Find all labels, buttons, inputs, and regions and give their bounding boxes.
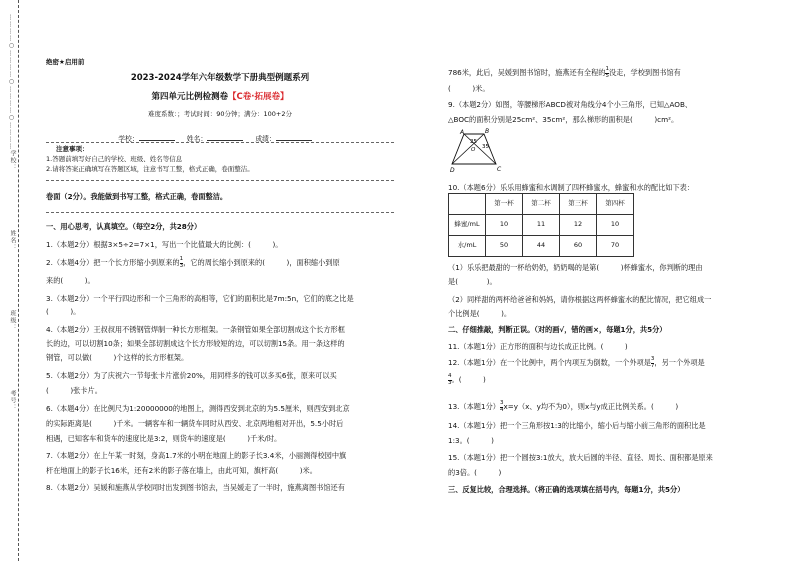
q3-line1: 3.（本题2分）一个平行四边形和一个三角形的高相等，它们的面积比是7m:5n，它们的底之比是 bbox=[46, 294, 354, 303]
q8-frac-num: 1 bbox=[605, 66, 609, 72]
q6-line1: 6.（本题4分）在比例尺为1:20000000的地图上，测得西安到北京的为5.5厘米，则西安到北京 bbox=[46, 404, 350, 413]
binding-label-class: 班级： bbox=[9, 310, 16, 331]
section3-heading: 三、反复比较，合理选择。（将正确的选项填在括号内，每题1分，共5分） bbox=[448, 485, 685, 494]
table-header-cell: 第一杯 bbox=[486, 194, 523, 215]
q12-line2 bbox=[448, 374, 794, 386]
q13-frac-num: 3 bbox=[499, 400, 504, 406]
q2-line2: 来的( )。 bbox=[46, 276, 95, 285]
q2-line1 bbox=[46, 257, 394, 269]
q3-line2: ( )。 bbox=[46, 307, 81, 316]
table-row bbox=[449, 236, 634, 257]
binding-margin bbox=[0, 0, 40, 561]
q4-line1: 4.（本题2分）王叔叔用不锈钢管焊制一种长方形框架。一条钢管如果全部切割成这个长方形框 bbox=[46, 325, 345, 334]
field-score-label: 成绩： bbox=[255, 135, 276, 143]
q9-line2: △BOC的面积分别是25cm²、35cm²，那么梯形的面积是( )cm²。 bbox=[448, 115, 679, 124]
table-header-cell: 第四杯 bbox=[597, 194, 634, 215]
q8-frac-den: 5 bbox=[605, 72, 609, 79]
q12-text-c: 。( ) bbox=[451, 375, 486, 384]
q15-line1: 15.（本题1分）把一个圆按3:1放大，放大后圆的半径、直径、周长、面积都是原来 bbox=[448, 453, 713, 462]
q8-line3: ( )米。 bbox=[448, 84, 490, 93]
binding-dashed-line bbox=[18, 0, 19, 561]
q14-line1: 14.（本题1分）把一个三角形按1:3的比缩小，缩小后与缩小前三角形的面积比是 bbox=[448, 421, 706, 430]
table-header-cell: 第二杯 bbox=[523, 194, 560, 215]
q14-line2: 1:3。( ) bbox=[448, 436, 494, 445]
binding-label-number: 考号： bbox=[9, 390, 16, 411]
q13 bbox=[448, 401, 794, 413]
q15-line2: 的3倍。( ) bbox=[448, 468, 502, 477]
binding-label-school: 学校： bbox=[9, 150, 16, 171]
title-main: 第四单元比例检测卷 bbox=[151, 92, 229, 102]
q7-line1: 7.（本题2分）在上午某一时刻，身高1.7米的小明在地面上的影子长3.4米，小丽测得校园中旗 bbox=[46, 451, 347, 460]
q2-frac-num: 1 bbox=[179, 256, 184, 262]
table-cell: 50 bbox=[486, 236, 523, 257]
q4-line2: 长的边，可以切割10条；如果全部切割成这个长方形较短的边，可以切割15条。用一条这样的 bbox=[46, 339, 345, 348]
label-c: C bbox=[497, 166, 502, 173]
notice-block bbox=[46, 144, 254, 174]
area-aob: 25 bbox=[470, 139, 477, 145]
label-d: D bbox=[450, 167, 455, 174]
paper-face-line: 卷面（2分）。我能做到书写工整，格式正确，卷面整洁。 bbox=[46, 192, 228, 201]
diagonal-ac bbox=[464, 134, 496, 164]
q11: 11.（本题1分）正方形的面积与边长成正比例。( ) bbox=[448, 342, 628, 351]
label-a: A bbox=[460, 129, 465, 136]
q8-text-b: 没走，学校到图书馆有 bbox=[608, 68, 681, 77]
diagonal-bd bbox=[452, 134, 484, 164]
title-line-1: 2023-2024学年六年级数学下册典型例题系列 bbox=[130, 73, 310, 83]
title-line-2 bbox=[46, 91, 394, 103]
q12-frac2-den: 3 bbox=[448, 379, 452, 386]
divider-notice bbox=[46, 180, 394, 181]
table-cell: 12 bbox=[560, 215, 597, 236]
table-cell: 10 bbox=[597, 215, 634, 236]
table-header-cell bbox=[449, 194, 486, 215]
q5-line2: ( )张卡片。 bbox=[46, 386, 102, 395]
q6-line3: 相遇，已知客车和货车的速度比是3:2，则货车的速度是( )千米/时。 bbox=[46, 434, 282, 443]
q8-line1: 8.（本题2分）吴媛和施燕从学校同时出发到图书馆去，当吴媛走了一半时，施燕离图书馆还有 bbox=[46, 483, 345, 492]
table-header-cell: 第三杯 bbox=[560, 194, 597, 215]
section2-heading: 二、仔细推敲，判断正误。（对的画√，错的画×，每题1分，共5分） bbox=[448, 325, 667, 334]
honey-table bbox=[448, 193, 634, 257]
q10-line1: 10.（本题6分）乐乐用蜂蜜和水调制了四杯蜂蜜水，蜂蜜和水的配比如下表： bbox=[448, 183, 695, 192]
label-o: O bbox=[471, 147, 476, 153]
binding-label-name: 姓名： bbox=[9, 230, 16, 251]
table-cell: 70 bbox=[597, 236, 634, 257]
table-cell: 44 bbox=[523, 236, 560, 257]
divider-section bbox=[46, 212, 394, 213]
table-cell: 11 bbox=[523, 215, 560, 236]
q12-frac1-den: 7 bbox=[650, 362, 655, 369]
field-score-blank[interactable] bbox=[276, 133, 312, 141]
binding-dots: …………○…………○…………○………… bbox=[8, 14, 15, 150]
q12-line1 bbox=[448, 357, 794, 369]
q12-frac1-num: 3 bbox=[650, 356, 655, 362]
q13-frac-den: 4 bbox=[499, 406, 504, 413]
notice-title: 注意事项： bbox=[56, 145, 89, 153]
table-cell: 蜂蜜/mL bbox=[449, 215, 486, 236]
q12-frac2-num: 4 bbox=[448, 373, 452, 379]
q2-frac-den: 3 bbox=[179, 262, 184, 269]
q13-text-b: x=y（x、y均不为0），则x与y成正比例关系。( ) bbox=[503, 402, 679, 411]
area-boc: 35 bbox=[482, 144, 489, 150]
secret-label: 绝密★启用前 bbox=[46, 58, 85, 66]
q12-text-b: ，另一个外项是 bbox=[654, 358, 705, 367]
field-school-blank[interactable] bbox=[139, 133, 175, 141]
q4-line3: 钢管，可以做( )个这样的长方形框架。 bbox=[46, 353, 189, 362]
table-row-header bbox=[449, 194, 634, 215]
q8-text-a: 786米，此后，吴媛到图书馆时，施燕还有全程的 bbox=[448, 68, 606, 77]
q10-part2-line1: （2）同样甜的两杯给爸爸和妈妈，请你根据这两杯蜂蜜水的配比情况，把它组成一 bbox=[448, 295, 712, 304]
table-cell: 10 bbox=[486, 215, 523, 236]
table-row bbox=[449, 215, 634, 236]
q5-line1: 5.（本题2分）为了庆祝六一节每张卡片涨价20%，用同样多的钱可以多买6张，原来可以买 bbox=[46, 371, 337, 380]
field-name-label: 姓名： bbox=[186, 135, 208, 143]
q6-line2: 的实际距离是( )千米。一辆客车和一辆货车同时从西安、北京两地相对开出，5.5小时后 bbox=[46, 419, 344, 428]
label-b: B bbox=[485, 128, 490, 135]
q10-part2-line2: 个比例是( )。 bbox=[448, 309, 512, 318]
title-red: 【C卷·拓展卷】 bbox=[228, 92, 289, 102]
divider-top bbox=[46, 142, 394, 143]
q8-line2 bbox=[448, 67, 794, 79]
q10-part1-line2: 是( )。 bbox=[448, 277, 497, 286]
q13-text-a: 13.（本题1分） bbox=[448, 402, 500, 411]
field-name-blank[interactable] bbox=[207, 133, 243, 141]
q1: 1.（本题2分）根据3×5÷2=7×1，写出一个比值最大的比例：( )。 bbox=[46, 240, 283, 249]
exam-meta: 难度系数：；考试时间：90分钟；满分：100+2分 bbox=[147, 110, 292, 118]
q10-part1-line1: （1）乐乐把最甜的一杯给奶奶，奶奶喝的是第( )杯蜂蜜水，你判断的理由 bbox=[448, 263, 703, 272]
q9-line1: 9.（本题2分）如图，等腰梯形ABCD被对角线分4个小三角形，已知△AOB、 bbox=[448, 100, 693, 109]
table-cell: 水/mL bbox=[449, 236, 486, 257]
trapezoid-figure bbox=[450, 126, 510, 174]
q2-text-b: ，它的周长缩小到原来的( )，面积缩小到原 bbox=[183, 258, 340, 267]
notice-item-2: 2.请将答案正确填写在答题区域，注意书写工整，格式正确，卷面整洁。 bbox=[46, 165, 254, 174]
notice-item-1: 1.答题前填写好自己的学校、班级、姓名等信息 bbox=[46, 155, 183, 164]
q12-text-a: 12.（本题1分）在一个比例中，两个内项互为倒数，一个外项是 bbox=[448, 358, 651, 367]
field-school-label: 学校： bbox=[118, 135, 139, 143]
section1-heading: 一、用心思考，认真填空。（每空2分，共28分） bbox=[46, 222, 202, 231]
q7-line2: 杆在地面上的影子长16米，还有2米的影子落在墙上，由此可知，旗杆高( )米。 bbox=[46, 466, 317, 475]
table-cell: 60 bbox=[560, 236, 597, 257]
q2-text-a: 2.（本题4分）把一个长方形缩小到原来的 bbox=[46, 258, 180, 267]
